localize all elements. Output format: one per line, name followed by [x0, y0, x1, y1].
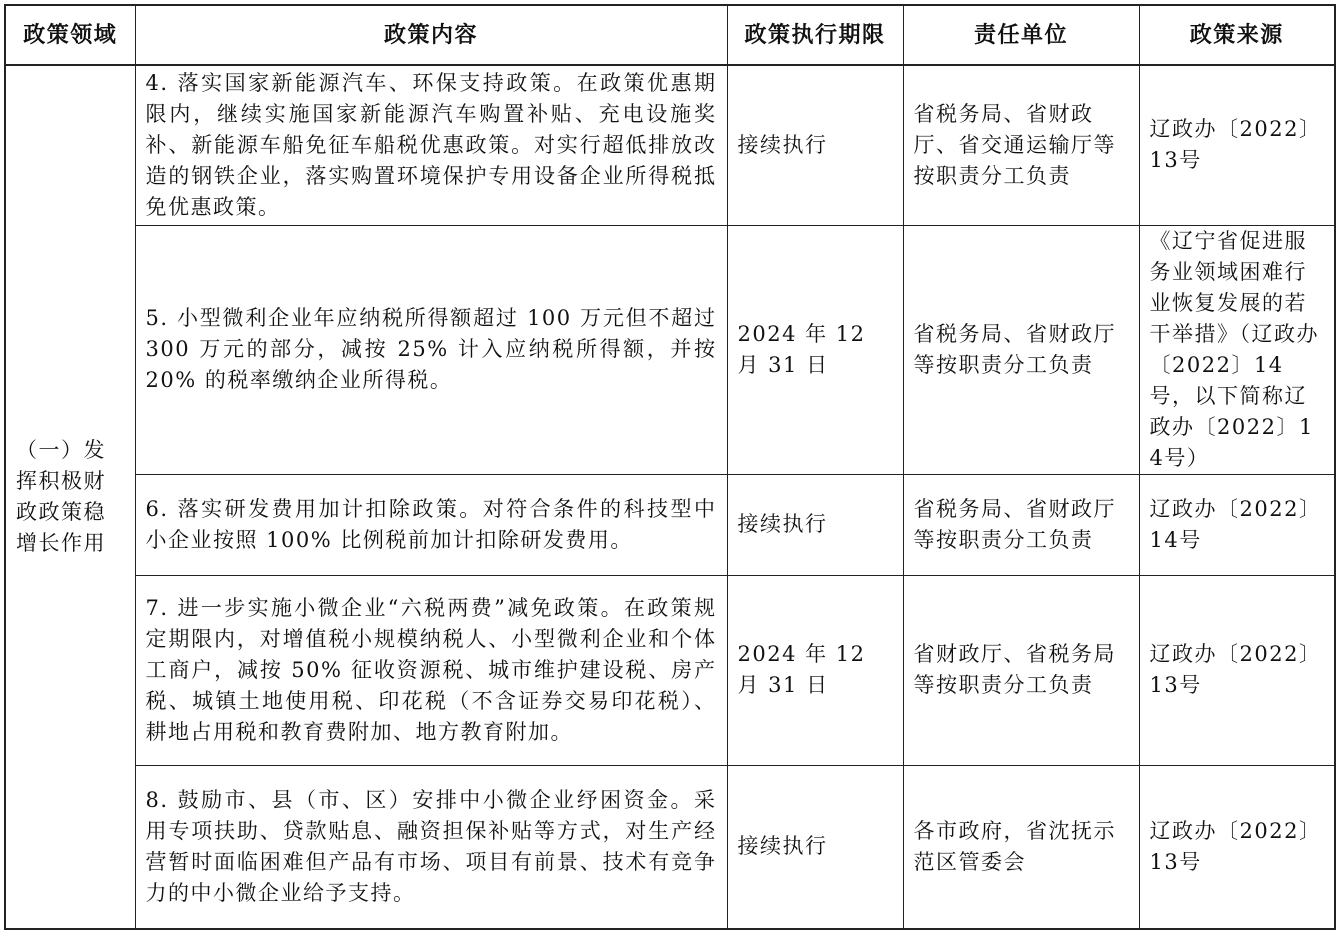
- header-row: [5, 5, 1335, 65]
- responsible-unit-cell: 省财政厅、省税务局等按职责分工负责: [903, 575, 1139, 765]
- table-row: [5, 474, 1335, 575]
- policy-content-cell: 7. 进一步实施小微企业“六税两费”减免政策。在政策规定期限内，对增值税小规模纳税人、小型微利企业和个体工商户，减按 50% 征收资源税、城市维护建设税、房产税、城镇土地使用税、印花税（不含证券交易印花税）、耕地占用税和教育费附加、地方教育附加。: [135, 575, 727, 765]
- policy-content-cell: 8. 鼓励市、县（市、区）安排中小微企业纾困资金。采用专项扶助、贷款贴息、融资担保补贴等方式，对生产经营暂时面临困难但产品有市场、项目有前景、技术有竞争力的中小微企业给予支持。: [135, 765, 727, 929]
- execution-period-cell: 接续执行: [727, 765, 903, 929]
- execution-period-cell: 2024 年 12 月 31 日: [727, 225, 903, 474]
- header-policy-content: 政策内容: [135, 5, 727, 65]
- header-policy-area: 政策领域: [5, 5, 135, 65]
- execution-period-cell: 接续执行: [727, 65, 903, 225]
- header-policy-source: 政策来源: [1139, 5, 1335, 65]
- header-responsible-unit: 责任单位: [903, 5, 1139, 65]
- responsible-unit-cell: 省税务局、省财政厅、省交通运输厅等按职责分工负责: [903, 65, 1139, 225]
- policy-source-cell: 辽政办〔2022〕13号: [1139, 575, 1335, 765]
- execution-period-cell: 接续执行: [727, 474, 903, 575]
- responsible-unit-cell: 省税务局、省财政厅等按职责分工负责: [903, 225, 1139, 474]
- responsible-unit-cell: 省税务局、省财政厅等按职责分工负责: [903, 474, 1139, 575]
- table-row: [5, 65, 1335, 225]
- header-execution-period: 政策执行期限: [727, 5, 903, 65]
- policy-content-cell: 6. 落实研发费用加计扣除政策。对符合条件的科技型中小企业按照 100% 比例税前加计扣除研发费用。: [135, 474, 727, 575]
- execution-period-cell: 2024 年 12 月 31 日: [727, 575, 903, 765]
- policy-source-cell: 辽政办〔2022〕13号: [1139, 765, 1335, 929]
- table-row: [5, 225, 1335, 474]
- policy-source-cell: 《辽宁省促进服务业领域困难行业恢复发展的若干举措》（辽政办〔2022〕14号，以下简称辽政办〔2022〕14号）: [1139, 225, 1335, 474]
- policy-source-cell: 辽政办〔2022〕13号: [1139, 65, 1335, 225]
- policy-table: [4, 4, 1336, 930]
- policy-area-cell: （一）发挥积极财政政策稳增长作用: [5, 65, 135, 929]
- table-row: [5, 575, 1335, 765]
- policy-source-cell: 辽政办〔2022〕14号: [1139, 474, 1335, 575]
- policy-content-cell: 5. 小型微利企业年应纳税所得额超过 100 万元但不超过 300 万元的部分，减按 25% 计入应纳税所得额，并按 20% 的税率缴纳企业所得税。: [135, 225, 727, 474]
- policy-document-page: [4, 4, 1334, 922]
- policy-content-cell: 4. 落实国家新能源汽车、环保支持政策。在政策优惠期限内，继续实施国家新能源汽车购置补贴、充电设施奖补、新能源车船免征车船税优惠政策。对实行超低排放改造的钢铁企业，落实购置环境保护专用设备企业所得税抵免优惠政策。: [135, 65, 727, 225]
- table-row: [5, 765, 1335, 929]
- responsible-unit-cell: 各市政府，省沈抚示范区管委会: [903, 765, 1139, 929]
